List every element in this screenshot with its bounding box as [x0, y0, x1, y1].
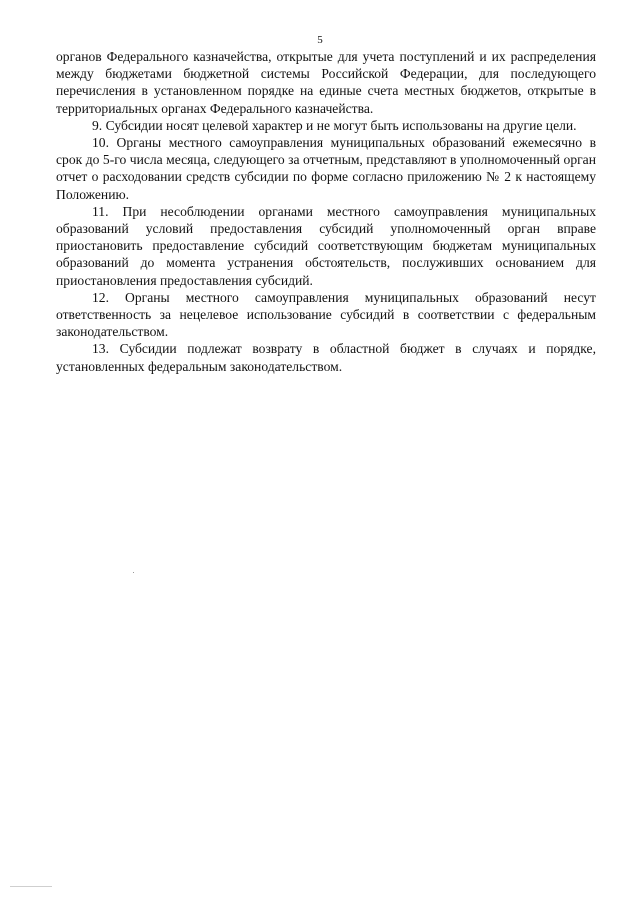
document-body [56, 48, 596, 375]
footer-mark [10, 886, 52, 887]
paragraph-continuation: органов Федерального казначейства, открытые для учета поступлений и их распределения между бюджетами бюджетной системы Российской Федерации, для последующего перечисления в установленном порядке на единые счета местных бюджетов, открытые в территориальных органах Федерального казначейства. [56, 49, 596, 116]
paragraph-9: 9. Субсидии носят целевой характер и не могут быть использованы на другие цели. [92, 117, 577, 133]
paragraph-13: 13. Субсидии подлежат возврату в областной бюджет в случаях и порядке, установленных федеральным законодательством. [56, 341, 596, 374]
paragraph-10: 10. Органы местного самоуправления муниципальных образований ежемесячно в срок до 5-го числа месяца, следующего за отчетным, представляют в уполномоченный орган отчет о расходовании средств субсидии по форме согласно приложению № 2 к настоящему Положению. [56, 135, 596, 202]
paragraph-12: 12. Органы местного самоуправления муниципальных образований несут ответственность за нецелевое использование субсидий в соответствии с федеральным законодательством. [56, 289, 596, 340]
scan-dot [133, 572, 134, 573]
page-number: 5 [317, 34, 323, 46]
paragraph-11: 11. При несоблюдении органами местного самоуправления муниципальных образований условий предоставления субсидий уполномоченный орган вправе приостановить предоставление субсидий соответствующим бюджетам муниципальных образований до момента устранения обстоятельств, послуживших основанием для приостановления предоставления субсидий. [56, 203, 596, 288]
